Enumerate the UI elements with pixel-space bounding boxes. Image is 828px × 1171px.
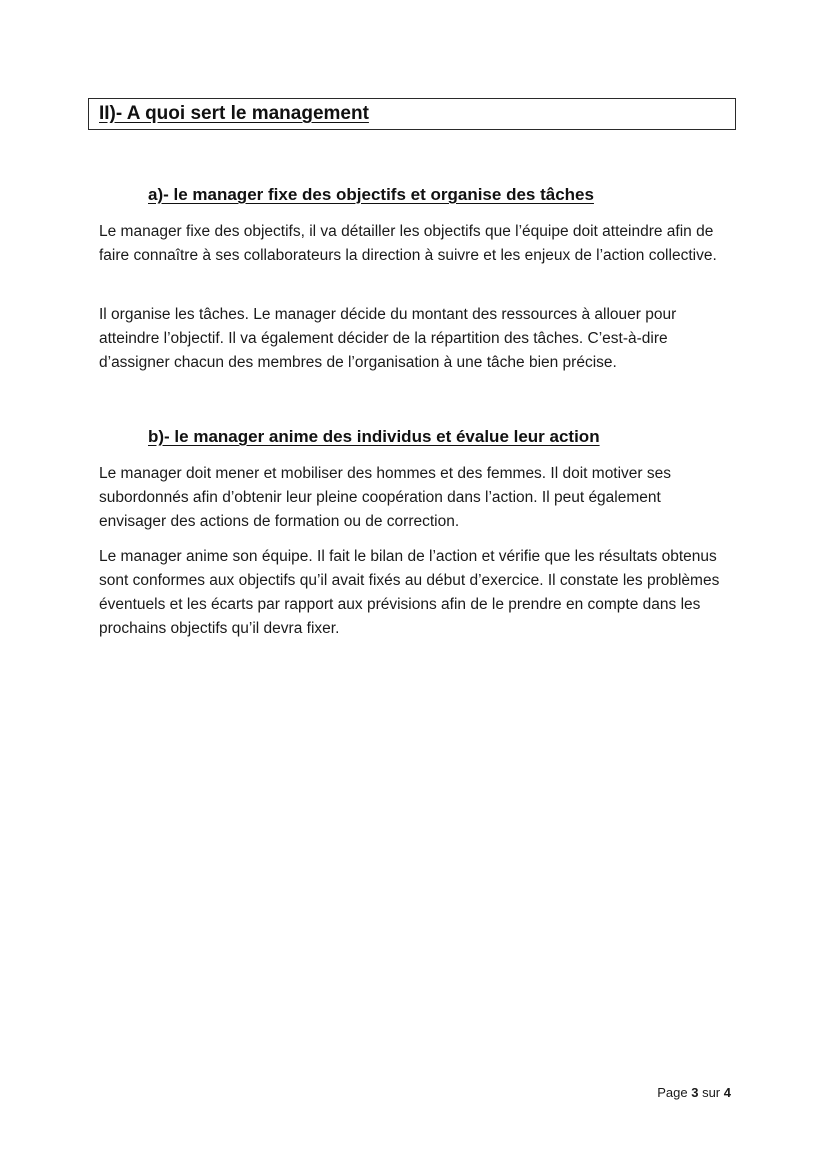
subsection-a-paragraph-2: Il organise les tâches. Le manager décide du montant des ressources à allouer pour atteindre l’objectif. Il va également décider de la répartition des tâches. C’est-à-dire d’assigner chacun des membres de l’organisation à une tâche bien précise. — [99, 306, 677, 371]
page-number-footer — [657, 1085, 731, 1100]
current-page-number: 3 — [691, 1085, 699, 1100]
section-title-box — [88, 98, 736, 130]
subsection-a-paragraph-1: Le manager fixe des objectifs, il va détailler les objectifs que l’équipe doit atteindre afin de faire connaître à ses collaborateurs la direction à suivre et les enjeux de l’action collective. — [99, 223, 717, 264]
subsection-b-paragraph-1: Le manager doit mener et mobiliser des hommes et des femmes. Il doit motiver ses subordonnés afin d’obtenir leur pleine coopération dans l’action. Il peut également envisager des actions de formation ou de correction. — [99, 465, 672, 530]
subsection-b-paragraph-2: Le manager anime son équipe. Il fait le bilan de l’action et vérifie que les résultats obtenus sont conformes aux objectifs qu’il avait fixés au début d’exercice. Il constate les problèmes éventuels et les écarts par rapport aux prévisions afin de le prendre en compte dans les prochains objectifs qu’il devra fixer. — [99, 548, 720, 637]
page-label: Page — [657, 1085, 688, 1100]
section-title: II)- A quoi sert le management — [99, 103, 369, 124]
page-separator: sur — [702, 1085, 721, 1100]
subsection-a-heading: a)- le manager fixe des objectifs et organise des tâches — [148, 185, 594, 204]
total-pages-number: 4 — [723, 1085, 731, 1100]
subsection-b-heading: b)- le manager anime des individus et évalue leur action — [148, 427, 600, 446]
